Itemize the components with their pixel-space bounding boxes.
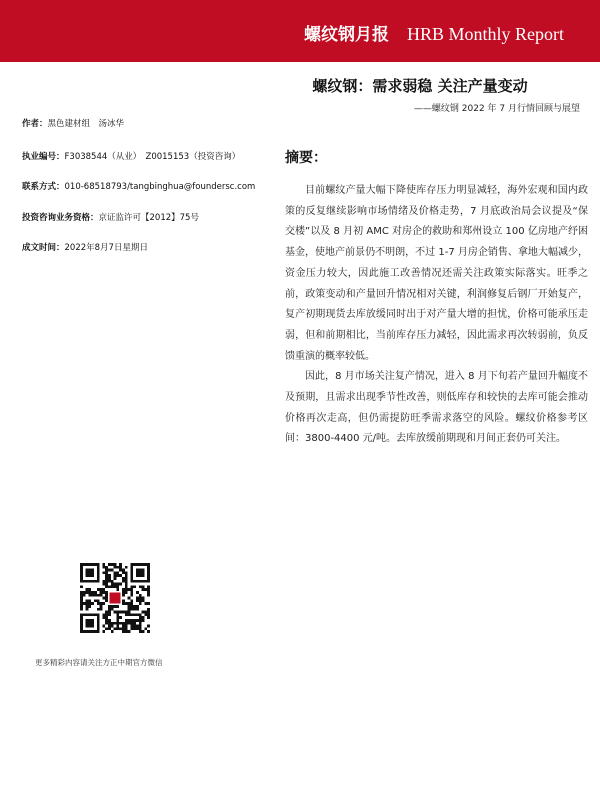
date-line [22, 241, 148, 253]
license-label: 执业编号： [22, 152, 65, 162]
abstract-body [285, 181, 588, 450]
qr-logo-icon [109, 592, 120, 603]
abstract-paragraph-1: 目前螺纹产量大幅下降使库存压力明显减轻，海外宏观和国内政策的反复继续影响市场情绪及价格走势，7 月底政治局会议提及“保交楼”以及 8 月初 AMC 对房企的救助和郑州设立 100 亿房地产纾困基金，使地产前景仍不明朗，不过 1-7 月房企销售、拿地大幅减少，资金压力较大，因此施工改善情况还需关注政策实际落实。旺季之前，政策变动和产量回升情况相对关键，利润修复后钢厂开始复产，复产初期现货去库放缓同时出于对产量大增的担忧，价格可能承压走弱，但和前期相比，当前库存压力减轻，因此需求再次转弱前，负反馈重演的概率较低。 [285, 185, 588, 362]
qualification-value: 京证监许可【2012】75号 [98, 213, 199, 223]
wechat-qr-code [80, 563, 150, 633]
header-title [0, 20, 600, 45]
license-line [22, 150, 240, 162]
license-value: F3038544（从业） Z0015153（投资咨询） [64, 152, 241, 162]
author-label: 作者： [22, 119, 48, 129]
date-label: 成文时间： [22, 243, 65, 253]
report-header-banner [0, 0, 600, 62]
report-title: 螺纹钢：需求弱稳 关注产量变动 [312, 77, 528, 95]
qualification-line [22, 211, 199, 223]
contact-label: 联系方式： [22, 182, 65, 192]
date-value: 2022年8月7日星期日 [64, 243, 148, 253]
contact-value: 010-68518793/tangbinghua@foundersc.com [64, 182, 256, 192]
qr-caption: 更多精彩内容请关注方正中期官方微信 [35, 658, 163, 667]
qualification-label: 投资咨询业务资格： [22, 213, 99, 223]
report-subtitle: ——螺纹钢 2022 年 7 月行情回顾与展望 [413, 104, 580, 114]
contact-line [22, 180, 255, 192]
abstract-paragraph-2: 因此，8 月市场关注复产情况，进入 8 月下旬若产量回升幅度不及预期，且需求出现季节性改善，则低库存和较快的去库可能会推动价格再次走高，但仍需提防旺季需求落空的风险。螺纹价格参考区间：3800-4400 元/吨。去库放缓前期现和月间正套仍可关注。 [285, 371, 588, 445]
author-line [22, 117, 124, 129]
header-title-zh: 螺纹钢月报 [303, 25, 389, 45]
author-value: 黑色建材组 汤冰华 [47, 119, 125, 129]
abstract-title: 摘要： [285, 150, 327, 166]
header-title-en: HRB Monthly Report [406, 24, 564, 44]
